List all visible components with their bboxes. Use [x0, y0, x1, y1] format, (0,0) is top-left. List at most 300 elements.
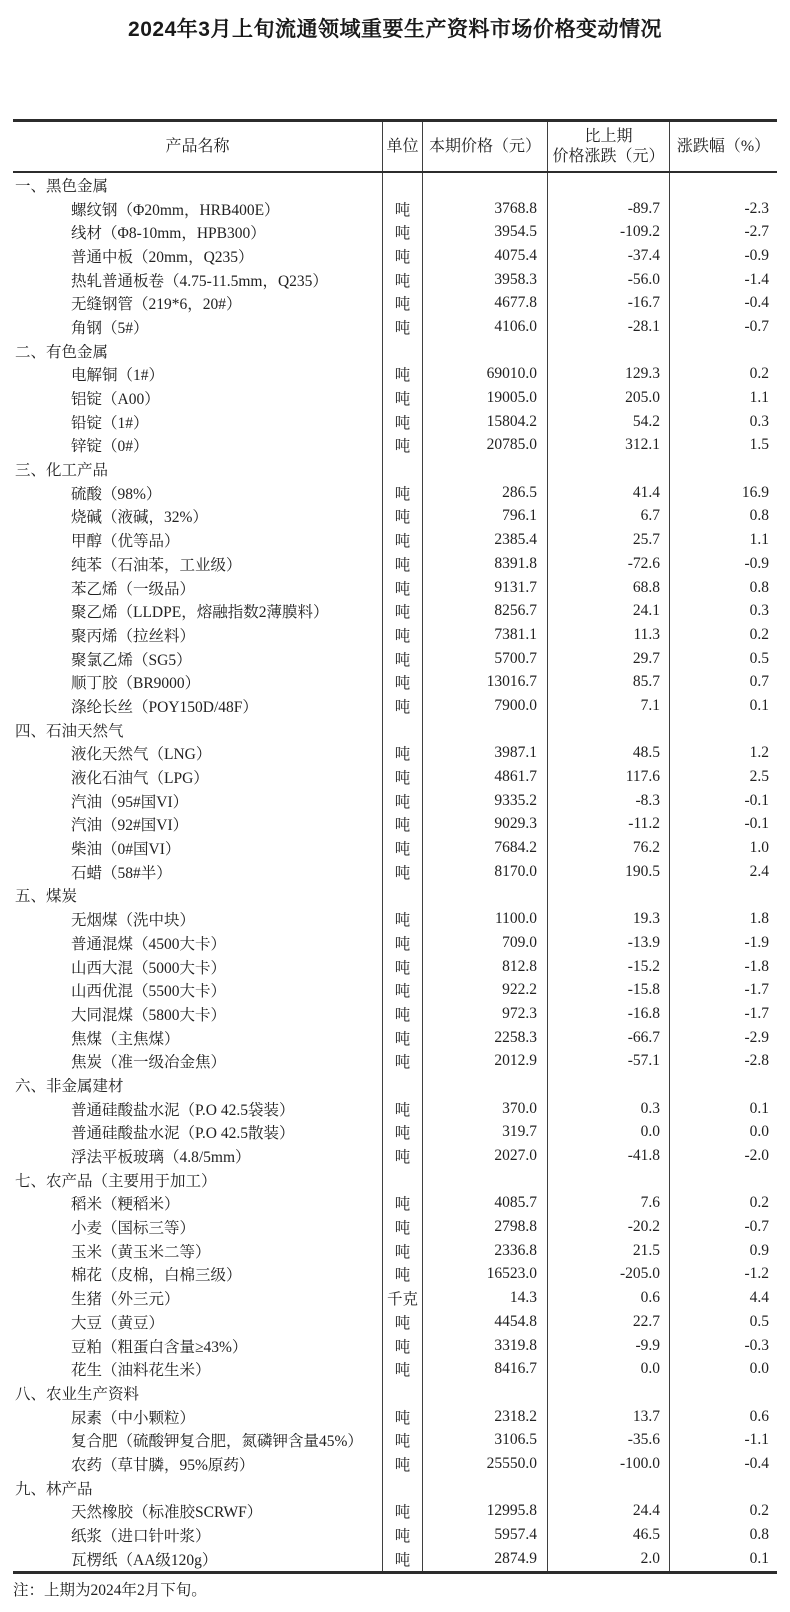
unit-cell: 吨	[382, 978, 422, 1002]
change-percent-cell: -0.7	[669, 315, 777, 339]
section-header-label: 五、煤炭	[15, 888, 78, 906]
current-price-cell: 69010.0	[422, 363, 547, 387]
price-change-cell: 129.3	[547, 363, 669, 387]
current-price-cell	[422, 1476, 547, 1500]
unit-cell: 吨	[382, 434, 422, 458]
change-percent-cell: 16.9	[669, 481, 777, 505]
change-percent-cell: 2.4	[669, 860, 777, 884]
change-percent-cell: -1.7	[669, 978, 777, 1002]
unit-cell: 吨	[382, 1121, 422, 1145]
price-change-cell: -28.1	[547, 315, 669, 339]
header-change-percent: 涨跌幅（%）	[669, 122, 777, 171]
unit-cell: 吨	[382, 931, 422, 955]
current-price-cell: 319.7	[422, 1121, 547, 1145]
unit-cell: 吨	[382, 836, 422, 860]
product-name-cell: 花生（油料花生米）	[71, 1362, 211, 1380]
product-name-cell: 大豆（黄豆）	[71, 1314, 165, 1332]
section-header-row	[13, 339, 777, 363]
change-percent-cell: 0.2	[669, 1192, 777, 1216]
table-row	[13, 907, 777, 931]
section-header-row	[13, 457, 777, 481]
change-percent-cell	[669, 339, 777, 363]
price-change-cell: 54.2	[547, 410, 669, 434]
current-price-cell: 7381.1	[422, 623, 547, 647]
product-name-cell: 玉米（黄玉米二等）	[71, 1243, 211, 1261]
change-percent-cell: -2.9	[669, 1026, 777, 1050]
unit-cell: 吨	[382, 813, 422, 837]
price-change-cell: 7.1	[547, 694, 669, 718]
change-percent-cell	[669, 884, 777, 908]
price-change-cell: -37.4	[547, 244, 669, 268]
price-change-cell: -56.0	[547, 268, 669, 292]
unit-cell: 千克	[382, 1286, 422, 1310]
current-price-cell: 4861.7	[422, 765, 547, 789]
price-change-cell: -15.8	[547, 978, 669, 1002]
footnote: 注：上期为2024年2月下旬。	[13, 1582, 207, 1599]
product-name-cell: 电解铜（1#）	[71, 367, 165, 385]
section-header-row	[13, 1381, 777, 1405]
table-row	[13, 197, 777, 221]
unit-cell: 吨	[382, 789, 422, 813]
table-row	[13, 647, 777, 671]
current-price-cell	[422, 718, 547, 742]
price-change-cell: -13.9	[547, 931, 669, 955]
change-percent-cell: 4.4	[669, 1286, 777, 1310]
price-change-cell	[547, 173, 669, 197]
current-price-cell: 370.0	[422, 1097, 547, 1121]
product-name-cell: 硫酸（98%）	[71, 485, 162, 503]
product-name-cell: 无缝钢管（219*6，20#）	[71, 296, 242, 314]
current-price-cell: 19005.0	[422, 386, 547, 410]
current-price-cell: 25550.0	[422, 1452, 547, 1476]
table-row	[13, 434, 777, 458]
change-percent-cell	[669, 1168, 777, 1192]
table-row	[13, 268, 777, 292]
product-name-cell: 液化天然气（LNG）	[71, 746, 212, 764]
header-price-change	[547, 122, 669, 171]
current-price-cell: 3958.3	[422, 268, 547, 292]
table-row	[13, 1121, 777, 1145]
table-row	[13, 1286, 777, 1310]
table-row	[13, 1215, 777, 1239]
current-price-cell: 4075.4	[422, 244, 547, 268]
unit-cell	[382, 1476, 422, 1500]
product-name-cell: 普通硅酸盐水泥（P.O 42.5散装）	[71, 1125, 295, 1143]
change-percent-cell: -0.3	[669, 1334, 777, 1358]
table-row	[13, 1452, 777, 1476]
unit-cell	[382, 339, 422, 363]
price-change-cell: 0.0	[547, 1357, 669, 1381]
current-price-cell: 2798.8	[422, 1215, 547, 1239]
current-price-cell: 4085.7	[422, 1192, 547, 1216]
unit-cell: 吨	[382, 481, 422, 505]
current-price-cell	[422, 457, 547, 481]
price-change-cell: 205.0	[547, 386, 669, 410]
table-row	[13, 860, 777, 884]
current-price-cell	[422, 173, 547, 197]
section-header-row	[13, 718, 777, 742]
current-price-cell: 2318.2	[422, 1405, 547, 1429]
current-price-cell: 3954.5	[422, 220, 547, 244]
price-change-cell	[547, 1476, 669, 1500]
current-price-cell: 9335.2	[422, 789, 547, 813]
product-name-cell: 顺丁胶（BR9000）	[71, 675, 201, 693]
price-change-cell: -20.2	[547, 1215, 669, 1239]
unit-cell: 吨	[382, 1428, 422, 1452]
price-change-cell	[547, 718, 669, 742]
table-row	[13, 1049, 777, 1073]
current-price-cell: 2336.8	[422, 1239, 547, 1263]
unit-cell: 吨	[382, 552, 422, 576]
table-row	[13, 789, 777, 813]
table-row	[13, 813, 777, 837]
current-price-cell	[422, 339, 547, 363]
change-percent-cell: 2.5	[669, 765, 777, 789]
change-percent-cell: 0.9	[669, 1239, 777, 1263]
unit-cell: 吨	[382, 1452, 422, 1476]
unit-cell	[382, 173, 422, 197]
price-change-cell: -8.3	[547, 789, 669, 813]
unit-cell: 吨	[382, 197, 422, 221]
change-percent-cell: -0.7	[669, 1215, 777, 1239]
change-percent-cell: -0.1	[669, 789, 777, 813]
change-percent-cell: 1.5	[669, 434, 777, 458]
unit-cell: 吨	[382, 291, 422, 315]
current-price-cell: 5700.7	[422, 647, 547, 671]
product-name-cell: 聚乙烯（LLDPE，熔融指数2薄膜料）	[71, 604, 329, 622]
product-name-cell: 铝锭（A00）	[71, 391, 160, 409]
product-name-cell: 焦煤（主焦煤）	[71, 1030, 180, 1048]
product-name-cell: 生猪（外三元）	[71, 1291, 180, 1309]
current-price-cell: 16523.0	[422, 1263, 547, 1287]
product-name-cell: 聚丙烯（拉丝料）	[71, 627, 196, 645]
unit-cell: 吨	[382, 907, 422, 931]
price-change-cell	[547, 1381, 669, 1405]
price-change-cell: -89.7	[547, 197, 669, 221]
unit-cell: 吨	[382, 1002, 422, 1026]
change-percent-cell	[669, 1381, 777, 1405]
table-row	[13, 623, 777, 647]
unit-cell	[382, 718, 422, 742]
unit-cell: 吨	[382, 576, 422, 600]
table-row	[13, 1357, 777, 1381]
price-change-cell: -11.2	[547, 813, 669, 837]
price-change-cell: 2.0	[547, 1547, 669, 1571]
unit-cell: 吨	[382, 1192, 422, 1216]
product-name-cell: 螺纹钢（Φ20mm，HRB400E）	[71, 201, 280, 219]
change-percent-cell: 0.0	[669, 1357, 777, 1381]
page-title: 2024年3月上旬流通领域重要生产资料市场价格变动情况	[128, 18, 662, 41]
price-table	[13, 119, 777, 1574]
change-percent-cell	[669, 718, 777, 742]
section-header-row	[13, 1073, 777, 1097]
change-percent-cell: -2.0	[669, 1144, 777, 1168]
table-row	[13, 528, 777, 552]
price-change-cell: -41.8	[547, 1144, 669, 1168]
change-percent-cell: 0.0	[669, 1121, 777, 1145]
change-percent-cell: 1.1	[669, 386, 777, 410]
price-change-cell	[547, 1073, 669, 1097]
table-row	[13, 1334, 777, 1358]
unit-cell: 吨	[382, 315, 422, 339]
table-row	[13, 481, 777, 505]
unit-cell: 吨	[382, 1547, 422, 1571]
price-change-cell: 22.7	[547, 1310, 669, 1334]
unit-cell: 吨	[382, 1239, 422, 1263]
unit-cell: 吨	[382, 1263, 422, 1287]
price-change-cell: -109.2	[547, 220, 669, 244]
table-row	[13, 244, 777, 268]
table-row	[13, 1239, 777, 1263]
change-percent-cell: -2.8	[669, 1049, 777, 1073]
product-name-cell: 稻米（粳稻米）	[71, 1196, 180, 1214]
price-change-cell: -16.8	[547, 1002, 669, 1026]
current-price-cell: 3987.1	[422, 742, 547, 766]
table-row	[13, 505, 777, 529]
current-price-cell: 14.3	[422, 1286, 547, 1310]
change-percent-cell: 1.8	[669, 907, 777, 931]
change-percent-cell	[669, 457, 777, 481]
table-row	[13, 291, 777, 315]
current-price-cell: 4106.0	[422, 315, 547, 339]
unit-cell: 吨	[382, 599, 422, 623]
current-price-cell: 15804.2	[422, 410, 547, 434]
current-price-cell: 3319.8	[422, 1334, 547, 1358]
table-row	[13, 694, 777, 718]
price-change-cell: 24.1	[547, 599, 669, 623]
current-price-cell: 8170.0	[422, 860, 547, 884]
price-change-cell: -16.7	[547, 291, 669, 315]
current-price-cell: 2385.4	[422, 528, 547, 552]
change-percent-cell: 1.2	[669, 742, 777, 766]
product-name-cell: 涤纶长丝（POY150D/48F）	[71, 698, 258, 716]
current-price-cell: 8256.7	[422, 599, 547, 623]
product-name-cell: 无烟煤（洗中块）	[71, 912, 196, 930]
change-percent-cell	[669, 1476, 777, 1500]
current-price-cell: 922.2	[422, 978, 547, 1002]
product-name-cell: 热轧普通板卷（4.75-11.5mm，Q235）	[71, 272, 328, 290]
price-change-cell: -35.6	[547, 1428, 669, 1452]
unit-cell: 吨	[382, 505, 422, 529]
price-change-cell: 24.4	[547, 1500, 669, 1524]
product-name-cell: 小麦（国标三等）	[71, 1220, 196, 1238]
price-change-cell: 190.5	[547, 860, 669, 884]
unit-cell	[382, 884, 422, 908]
unit-cell	[382, 1073, 422, 1097]
change-percent-cell: 1.0	[669, 836, 777, 860]
table-row	[13, 1144, 777, 1168]
change-percent-cell: -1.7	[669, 1002, 777, 1026]
current-price-cell: 2258.3	[422, 1026, 547, 1050]
change-percent-cell: 0.8	[669, 1523, 777, 1547]
change-percent-cell: -0.4	[669, 291, 777, 315]
change-percent-cell: 0.2	[669, 1500, 777, 1524]
current-price-cell: 5957.4	[422, 1523, 547, 1547]
product-name-cell: 复合肥（硫酸钾复合肥，氮磷钾含量45%）	[71, 1433, 363, 1451]
current-price-cell: 20785.0	[422, 434, 547, 458]
product-name-cell: 铅锭（1#）	[71, 414, 149, 432]
product-name-cell: 山西大混（5000大卡）	[71, 959, 227, 977]
price-change-cell: 46.5	[547, 1523, 669, 1547]
current-price-cell: 972.3	[422, 1002, 547, 1026]
price-change-cell: -205.0	[547, 1263, 669, 1287]
table-row	[13, 836, 777, 860]
price-change-cell: 0.0	[547, 1121, 669, 1145]
table-row	[13, 1002, 777, 1026]
price-change-cell: 25.7	[547, 528, 669, 552]
price-change-cell: 68.8	[547, 576, 669, 600]
section-header-label: 一、黑色金属	[15, 177, 109, 195]
current-price-cell: 8391.8	[422, 552, 547, 576]
change-percent-cell: 0.1	[669, 1547, 777, 1571]
unit-cell: 吨	[382, 1405, 422, 1429]
price-change-cell: 19.3	[547, 907, 669, 931]
current-price-cell: 7684.2	[422, 836, 547, 860]
change-percent-cell: -0.1	[669, 813, 777, 837]
table-row	[13, 1097, 777, 1121]
price-change-cell: -57.1	[547, 1049, 669, 1073]
price-change-cell: -100.0	[547, 1452, 669, 1476]
price-change-cell: 0.6	[547, 1286, 669, 1310]
section-header-row	[13, 173, 777, 197]
section-header-label: 三、化工产品	[15, 462, 109, 480]
current-price-cell: 9029.3	[422, 813, 547, 837]
change-percent-cell: -2.7	[669, 220, 777, 244]
product-name-cell: 豆粕（粗蛋白含量≥43%）	[71, 1338, 248, 1356]
table-row	[13, 220, 777, 244]
table-row	[13, 552, 777, 576]
product-name-cell: 线材（Φ8-10mm，HPB300）	[71, 225, 266, 243]
product-name-cell: 甲醇（优等品）	[71, 533, 180, 551]
table-body	[13, 173, 777, 1571]
price-change-cell: 29.7	[547, 647, 669, 671]
table-row	[13, 386, 777, 410]
table-row	[13, 670, 777, 694]
current-price-cell: 13016.7	[422, 670, 547, 694]
change-percent-cell: 0.3	[669, 599, 777, 623]
price-change-cell: 76.2	[547, 836, 669, 860]
table-row	[13, 978, 777, 1002]
unit-cell: 吨	[382, 955, 422, 979]
price-change-cell: 21.5	[547, 1239, 669, 1263]
product-name-cell: 苯乙烯（一级品）	[71, 580, 196, 598]
product-name-cell: 柴油（0#国VI）	[71, 841, 181, 859]
change-percent-cell: 1.1	[669, 528, 777, 552]
current-price-cell: 2874.9	[422, 1547, 547, 1571]
unit-cell: 吨	[382, 1026, 422, 1050]
header-price-change-line1: 比上期	[584, 127, 633, 145]
unit-cell: 吨	[382, 860, 422, 884]
unit-cell	[382, 457, 422, 481]
current-price-cell: 4454.8	[422, 1310, 547, 1334]
product-name-cell: 液化石油气（LPG）	[71, 770, 209, 788]
section-header-label: 六、非金属建材	[15, 1077, 124, 1095]
product-name-cell: 普通硅酸盐水泥（P.O 42.5袋装）	[71, 1101, 295, 1119]
current-price-cell: 812.8	[422, 955, 547, 979]
current-price-cell: 7900.0	[422, 694, 547, 718]
table-row	[13, 1428, 777, 1452]
product-name-cell: 聚氯乙烯（SG5）	[71, 651, 192, 669]
unit-cell: 吨	[382, 742, 422, 766]
section-header-label: 二、有色金属	[15, 343, 109, 361]
change-percent-cell: 0.3	[669, 410, 777, 434]
price-change-cell: 7.6	[547, 1192, 669, 1216]
change-percent-cell: -1.4	[669, 268, 777, 292]
price-change-cell: 48.5	[547, 742, 669, 766]
change-percent-cell: -0.9	[669, 244, 777, 268]
section-header-row	[13, 884, 777, 908]
change-percent-cell: 0.1	[669, 694, 777, 718]
table-row	[13, 363, 777, 387]
price-change-cell: -66.7	[547, 1026, 669, 1050]
change-percent-cell	[669, 1073, 777, 1097]
current-price-cell: 1100.0	[422, 907, 547, 931]
table-row	[13, 315, 777, 339]
product-name-cell: 山西优混（5500大卡）	[71, 983, 227, 1001]
price-change-cell	[547, 457, 669, 481]
price-change-cell: -9.9	[547, 1334, 669, 1358]
product-name-cell: 天然橡胶（标准胶SCRWF）	[71, 1504, 263, 1522]
unit-cell: 吨	[382, 1357, 422, 1381]
price-change-cell: 312.1	[547, 434, 669, 458]
unit-cell: 吨	[382, 1523, 422, 1547]
product-name-cell: 纯苯（石油苯，工业级）	[71, 556, 242, 574]
change-percent-cell: -2.3	[669, 197, 777, 221]
change-percent-cell: 0.1	[669, 1097, 777, 1121]
change-percent-cell: -0.4	[669, 1452, 777, 1476]
change-percent-cell: 0.7	[669, 670, 777, 694]
unit-cell: 吨	[382, 765, 422, 789]
price-change-cell: 41.4	[547, 481, 669, 505]
header-unit: 单位	[382, 122, 422, 171]
current-price-cell: 12995.8	[422, 1500, 547, 1524]
price-change-cell	[547, 339, 669, 363]
section-header-label: 四、石油天然气	[15, 722, 124, 740]
current-price-cell: 4677.8	[422, 291, 547, 315]
price-change-cell: 0.3	[547, 1097, 669, 1121]
change-percent-cell: 0.2	[669, 363, 777, 387]
table-row	[13, 931, 777, 955]
change-percent-cell: 0.5	[669, 647, 777, 671]
change-percent-cell: 0.5	[669, 1310, 777, 1334]
unit-cell: 吨	[382, 1500, 422, 1524]
table-row	[13, 1405, 777, 1429]
unit-cell: 吨	[382, 1215, 422, 1239]
table-row	[13, 1026, 777, 1050]
change-percent-cell: 0.6	[669, 1405, 777, 1429]
table-row	[13, 955, 777, 979]
product-name-cell: 普通中板（20mm，Q235）	[71, 248, 254, 266]
product-name-cell: 烧碱（液碱，32%）	[71, 509, 208, 527]
product-name-cell: 普通混煤（4500大卡）	[71, 935, 227, 953]
price-change-cell: 11.3	[547, 623, 669, 647]
current-price-cell: 709.0	[422, 931, 547, 955]
price-change-cell: 117.6	[547, 765, 669, 789]
unit-cell	[382, 1168, 422, 1192]
product-name-cell: 汽油（92#国VI）	[71, 817, 189, 835]
product-name-cell: 大同混煤（5800大卡）	[71, 1006, 227, 1024]
change-percent-cell: -1.2	[669, 1263, 777, 1287]
current-price-cell	[422, 1073, 547, 1097]
unit-cell: 吨	[382, 528, 422, 552]
current-price-cell: 2027.0	[422, 1144, 547, 1168]
table-row	[13, 1547, 777, 1571]
current-price-cell: 286.5	[422, 481, 547, 505]
unit-cell	[382, 1381, 422, 1405]
unit-cell: 吨	[382, 694, 422, 718]
unit-cell: 吨	[382, 386, 422, 410]
price-change-cell	[547, 884, 669, 908]
